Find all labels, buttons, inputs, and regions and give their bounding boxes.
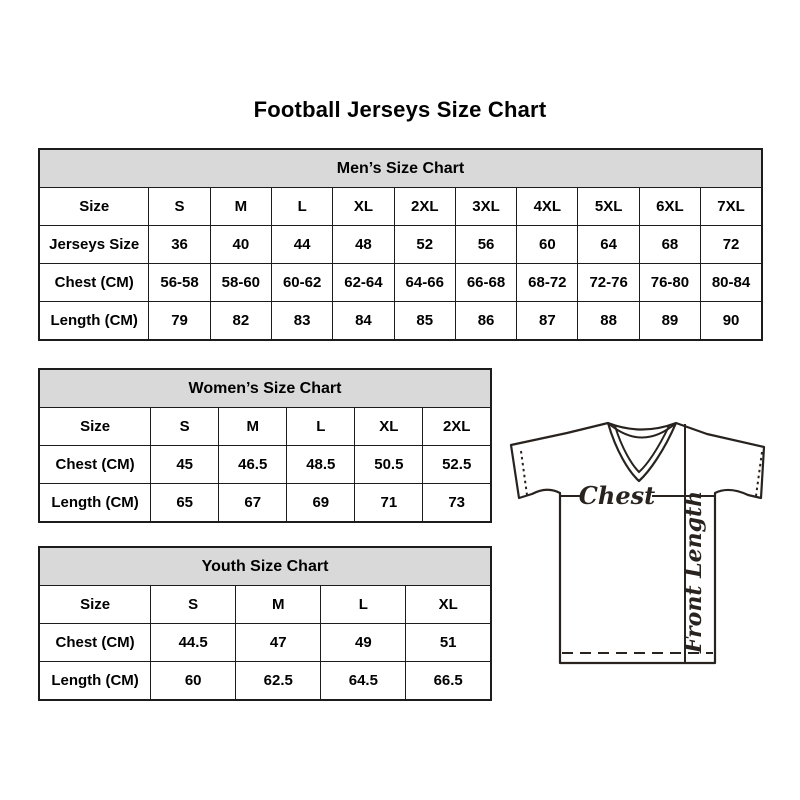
size-cell: 60 <box>151 662 236 701</box>
size-cell: 65 <box>151 484 219 523</box>
table-row <box>39 662 491 701</box>
size-cell: XL <box>355 408 423 446</box>
size-cell: 66-68 <box>455 264 516 302</box>
jersey-outline-shape <box>511 423 764 663</box>
size-cell: 68-72 <box>517 264 578 302</box>
row-label: Chest (CM) <box>39 624 151 662</box>
size-cell: S <box>149 188 210 226</box>
table-row <box>39 484 491 523</box>
size-cell: 62-64 <box>333 264 394 302</box>
size-cell: 72 <box>701 226 762 264</box>
size-cell: XL <box>333 188 394 226</box>
size-cell: 71 <box>355 484 423 523</box>
size-cell: 49 <box>321 624 406 662</box>
row-label: Length (CM) <box>39 302 149 341</box>
size-cell: 85 <box>394 302 455 341</box>
front-length-label: Front Length <box>681 490 707 654</box>
size-cell: 79 <box>149 302 210 341</box>
table-title: Men’s Size Chart <box>39 149 762 188</box>
size-cell: 87 <box>517 302 578 341</box>
size-cell: 56 <box>455 226 516 264</box>
size-cell: 51 <box>406 624 491 662</box>
size-cell: 68 <box>639 226 700 264</box>
size-cell: 67 <box>219 484 287 523</box>
size-cell: 83 <box>272 302 333 341</box>
row-label: Jerseys Size <box>39 226 149 264</box>
size-cell: 7XL <box>701 188 762 226</box>
size-cell: 44 <box>272 226 333 264</box>
size-cell: XL <box>406 586 491 624</box>
size-cell: M <box>210 188 271 226</box>
size-cell: L <box>272 188 333 226</box>
size-cell: 48.5 <box>287 446 355 484</box>
size-cell: S <box>151 408 219 446</box>
size-cell: 86 <box>455 302 516 341</box>
size-cell: 64-66 <box>394 264 455 302</box>
row-label: Length (CM) <box>39 662 151 701</box>
size-cell: 56-58 <box>149 264 210 302</box>
size-cell: 64 <box>578 226 639 264</box>
size-cell: 36 <box>149 226 210 264</box>
size-cell: 44.5 <box>151 624 236 662</box>
page-title: Football Jerseys Size Chart <box>253 97 547 122</box>
size-cell: 62.5 <box>236 662 321 701</box>
size-cell: 72-76 <box>578 264 639 302</box>
jersey-measurement-diagram <box>505 405 775 675</box>
size-cell: 64.5 <box>321 662 406 701</box>
size-cell: 48 <box>333 226 394 264</box>
row-label: Chest (CM) <box>39 446 151 484</box>
size-cell: 89 <box>639 302 700 341</box>
size-cell: 82 <box>210 302 271 341</box>
size-cell: 40 <box>210 226 271 264</box>
size-cell: 4XL <box>517 188 578 226</box>
size-cell: 90 <box>701 302 762 341</box>
size-cell: 3XL <box>455 188 516 226</box>
size-cell: 2XL <box>394 188 455 226</box>
size-cell: 47 <box>236 624 321 662</box>
mens-size-table <box>38 148 763 341</box>
size-cell: S <box>151 586 236 624</box>
size-cell: 76-80 <box>639 264 700 302</box>
size-cell: 52.5 <box>423 446 491 484</box>
youth-size-table <box>38 546 492 701</box>
size-cell: L <box>287 408 355 446</box>
table-row <box>39 226 762 264</box>
size-cell: 50.5 <box>355 446 423 484</box>
size-cell: 5XL <box>578 188 639 226</box>
size-cell: 52 <box>394 226 455 264</box>
table-row <box>39 624 491 662</box>
table-row <box>39 302 762 341</box>
size-cell: 58-60 <box>210 264 271 302</box>
size-cell: 6XL <box>639 188 700 226</box>
size-cell: L <box>321 586 406 624</box>
womens-size-table <box>38 368 492 523</box>
row-label: Chest (CM) <box>39 264 149 302</box>
size-cell: 66.5 <box>406 662 491 701</box>
size-cell: 45 <box>151 446 219 484</box>
size-cell: 84 <box>333 302 394 341</box>
size-cell: M <box>219 408 287 446</box>
table-row <box>39 188 762 226</box>
size-cell: 73 <box>423 484 491 523</box>
size-cell: 60-62 <box>272 264 333 302</box>
table-row <box>39 408 491 446</box>
row-label: Length (CM) <box>39 484 151 523</box>
size-cell: 80-84 <box>701 264 762 302</box>
table-row <box>39 446 491 484</box>
size-cell: M <box>236 586 321 624</box>
size-cell: 46.5 <box>219 446 287 484</box>
chest-label: Chest <box>578 481 656 510</box>
row-label: Size <box>39 188 149 226</box>
table-row <box>39 586 491 624</box>
table-title: Women’s Size Chart <box>39 369 491 408</box>
table-row <box>39 264 762 302</box>
size-cell: 2XL <box>423 408 491 446</box>
row-label: Size <box>39 408 151 446</box>
size-cell: 88 <box>578 302 639 341</box>
size-cell: 60 <box>517 226 578 264</box>
size-cell: 69 <box>287 484 355 523</box>
row-label: Size <box>39 586 151 624</box>
table-title: Youth Size Chart <box>39 547 491 586</box>
